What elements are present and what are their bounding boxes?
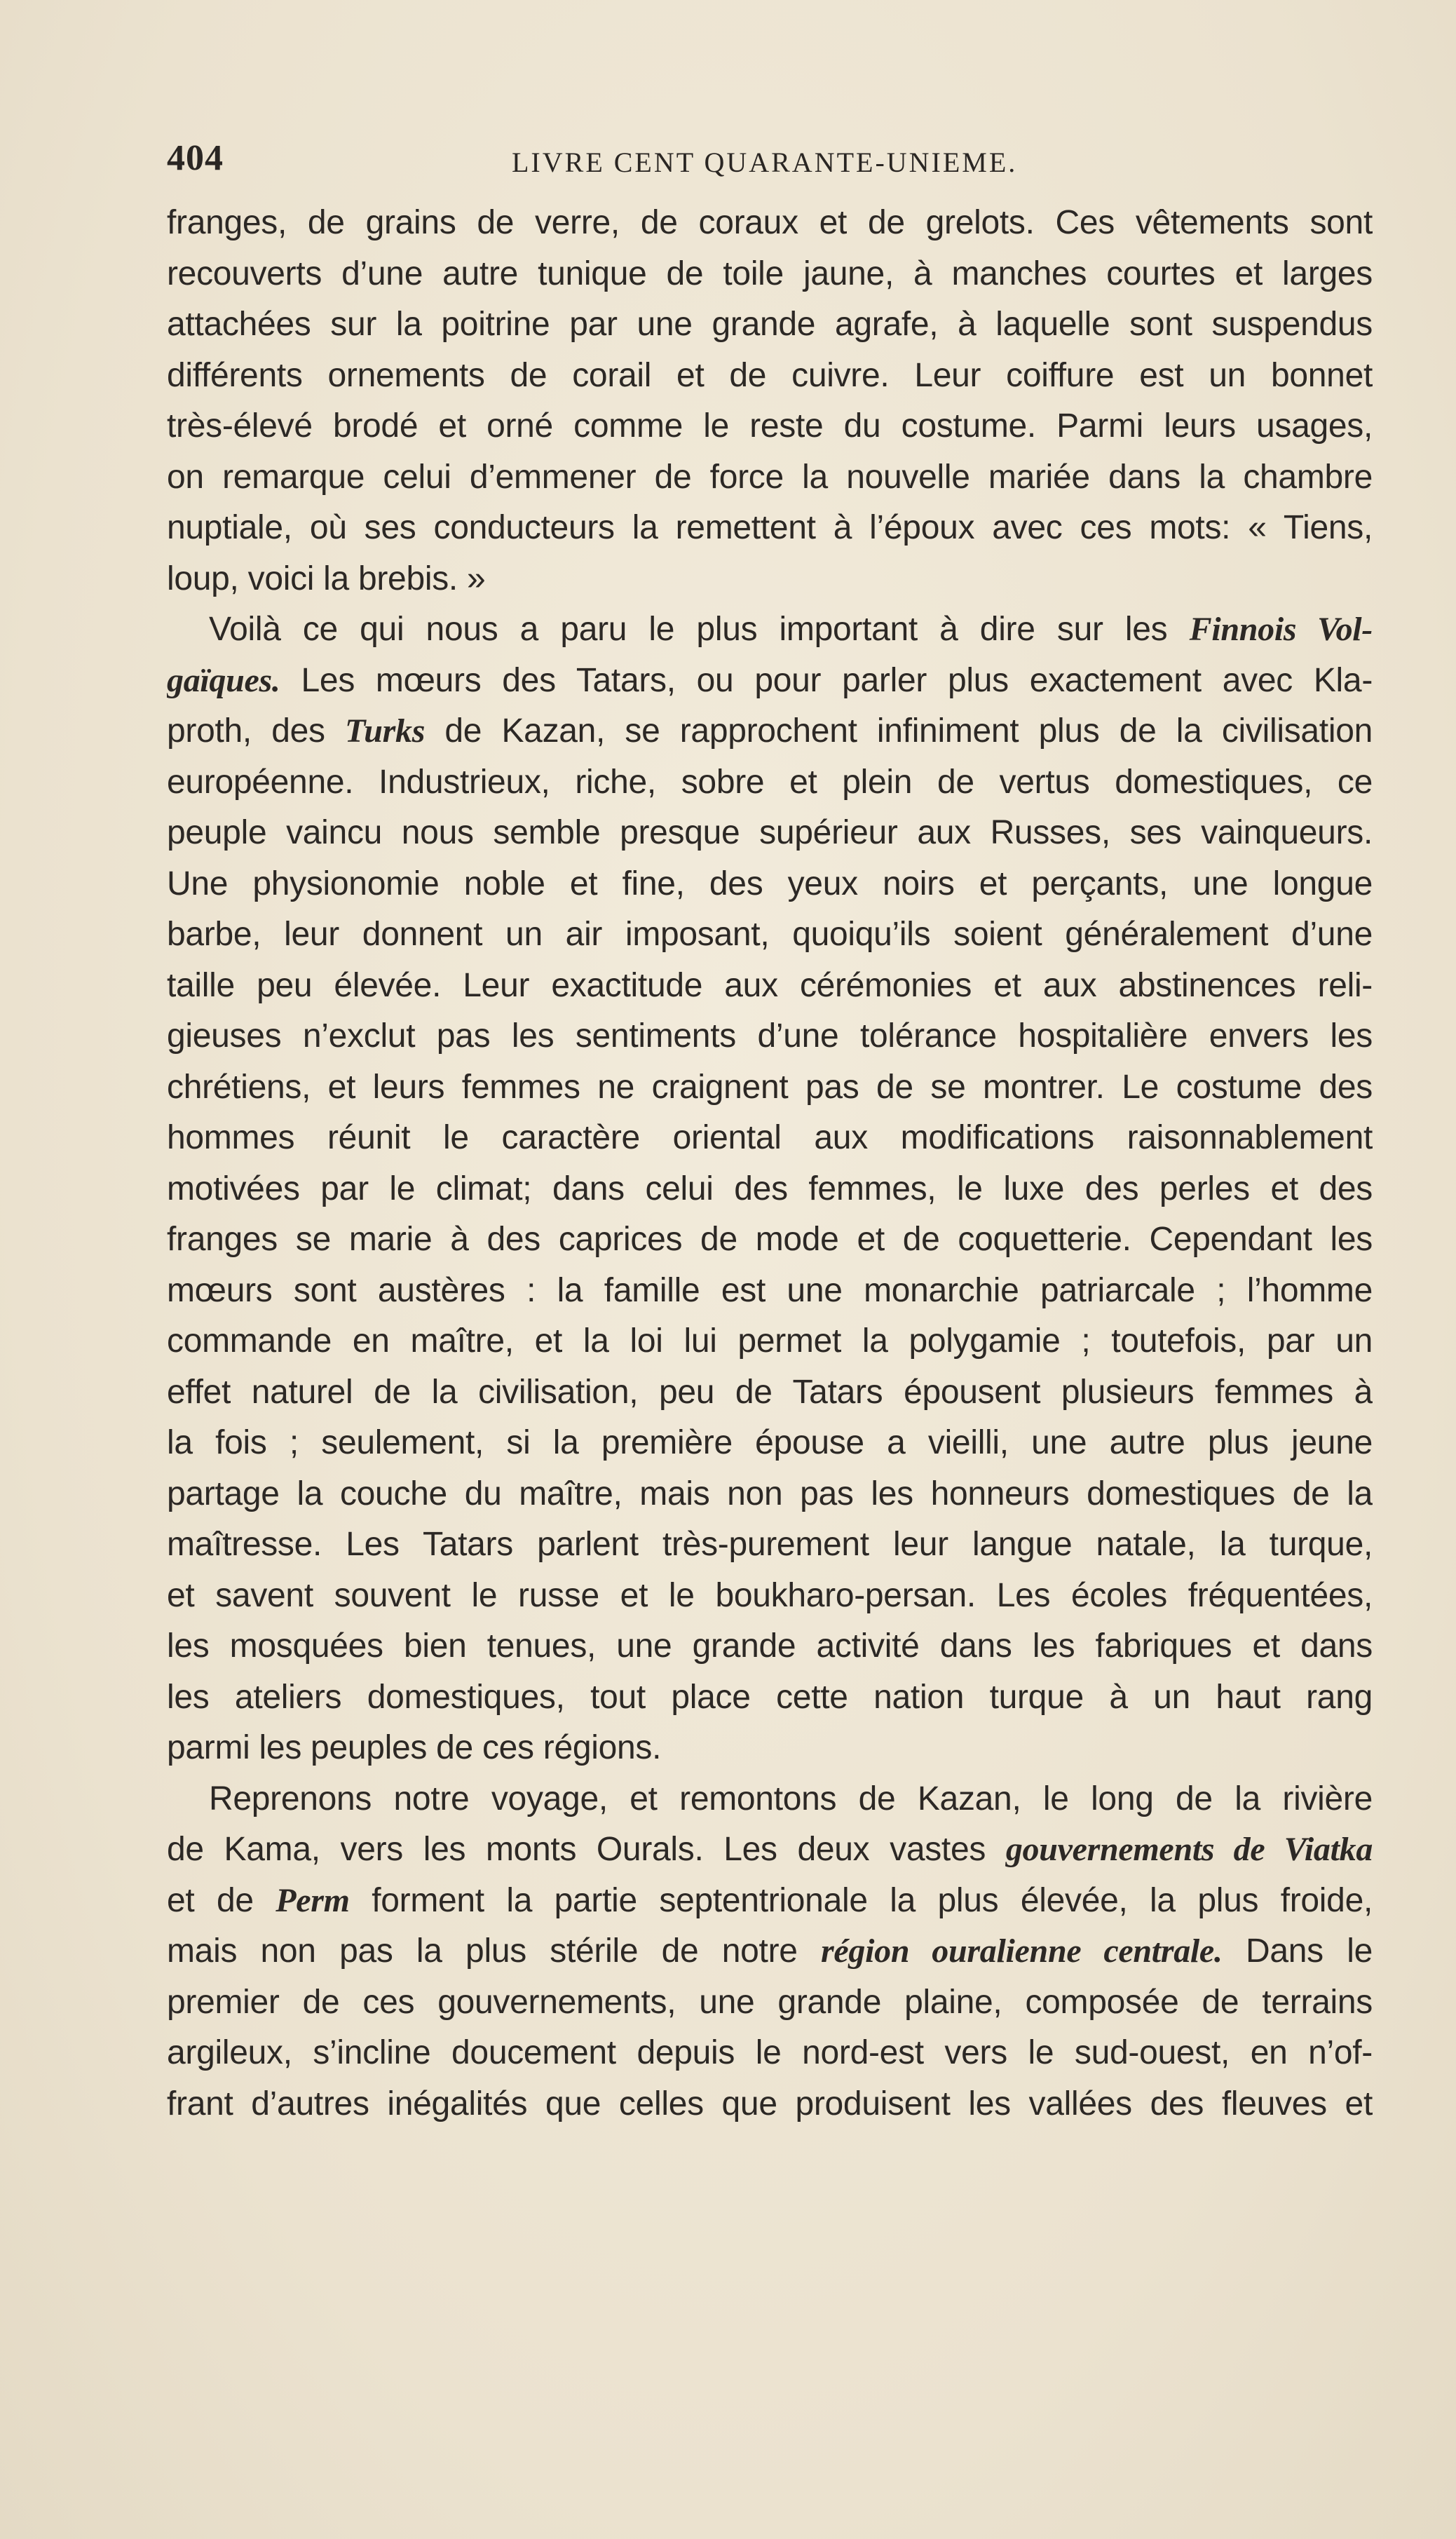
text-line: les mosquées bien tenues, une grande activité dans les fabriques et dans <box>167 1627 1373 1665</box>
running-header <box>167 137 1373 187</box>
text-line: nuptiale, où ses conducteurs la remettent à l’époux avec ces mots: « Tiens, <box>167 509 1373 546</box>
text-line: très-élevé brodé et orné comme le reste du costume. Parmi leurs usages, <box>167 407 1373 445</box>
text-line: gieuses n’exclut pas les sentiments d’une tolérance hospitalière envers les <box>167 1017 1373 1055</box>
text-line: argileux, s’incline doucement depuis le nord-est vers le sud-ouest, en n’of- <box>167 2034 1373 2071</box>
text-line: motivées par le climat; dans celui des femmes, le luxe des perles et des <box>167 1170 1373 1207</box>
text-line: parmi les peuples de ces régions. <box>167 1729 662 1766</box>
text-line: les ateliers domestiques, tout place cette nation turque à un haut rang <box>167 1678 1373 1716</box>
text-line: chrétiens, et leurs femmes ne craignent pas de se montrer. Le costume des <box>167 1068 1373 1106</box>
text-line: franges, de grains de verre, de coraux et de grelots. Ces vêtements sont <box>167 204 1373 241</box>
text-line: européenne. Industrieux, riche, sobre et plein de vertus domestiques, ce <box>167 763 1373 801</box>
text-line: franges se marie à des caprices de mode et de coquetterie. Cependant les <box>167 1221 1373 1258</box>
text-line: premier de ces gouvernements, une grande plaine, composée de terrains <box>167 1983 1373 2021</box>
text-line: mœurs sont austères : la famille est une monarchie patriarcale ; l’homme <box>167 1271 1373 1309</box>
text-line: différents ornements de corail et de cuivre. Leur coiffure est un bonnet <box>167 356 1373 394</box>
italic-term: Perm <box>275 1881 350 1919</box>
text-line: Voilà ce qui nous a paru le plus important à dire sur les Finnois Vol- <box>209 611 1373 648</box>
text-line: maîtresse. Les Tatars parlent très-purement leur langue natale, la turque, <box>167 1526 1373 1563</box>
text-line: Une physionomie noble et fine, des yeux noirs et perçants, une longue <box>167 865 1373 902</box>
text-line: recouverts d’une autre tunique de toile jaune, à manches courtes et larges <box>167 255 1373 292</box>
text-line: commande en maître, et la loi lui permet la polygamie ; toutefois, par un <box>167 1322 1373 1360</box>
text-line: la fois ; seulement, si la première épouse a vieilli, une autre plus jeune <box>167 1424 1373 1461</box>
running-title: LIVRE CENT QUARANTE-UNIEME. <box>512 147 1018 178</box>
page-number: 404 <box>167 138 224 178</box>
text-line: attachées sur la poitrine par une grande agrafe, à laquelle sont suspendus <box>167 306 1373 343</box>
text-line: et savent souvent le russe et le boukharo-persan. Les écoles fréquentées, <box>167 1576 1373 1614</box>
italic-term: gouvernements de Viatka <box>1005 1831 1373 1868</box>
italic-term: Turks <box>345 712 426 750</box>
text-line: loup, voici la brebis. » <box>167 560 486 597</box>
text-line: hommes réunit le caractère oriental aux modifications raisonnablement <box>167 1119 1373 1156</box>
text-line: de Kama, vers les monts Ourals. Les deux vastes gouvernements de Viatka <box>167 1831 1373 1868</box>
text-line: mais non pas la plus stérile de notre région ouralienne centrale. Dans le <box>167 1932 1373 1970</box>
text-line: partage la couche du maître, mais non pas les honneurs domestiques de la <box>167 1475 1373 1512</box>
body-text <box>167 198 1373 2130</box>
text-line: peuple vaincu nous semble presque supérieur aux Russes, ses vainqueurs. <box>167 814 1373 851</box>
italic-term: région ouralienne centrale. <box>821 1932 1223 1970</box>
text-line: gaïques. Les mœurs des Tatars, ou pour parler plus exactement avec Kla- <box>167 661 1373 699</box>
text-line: et de Perm forment la partie septentrionale la plus élevée, la plus froide, <box>167 1881 1373 1919</box>
text-line: frant d’autres inégalités que celles que produisent les vallées des fleuves et <box>167 2085 1373 2122</box>
text-line: taille peu élevée. Leur exactitude aux cérémonies et aux abstinences reli- <box>167 966 1373 1004</box>
italic-term: gaïques. <box>167 661 280 699</box>
text-line: on remarque celui d’emmener de force la nouvelle mariée dans la chambre <box>167 458 1373 496</box>
text-line: effet naturel de la civilisation, peu de Tatars épousent plusieurs femmes à <box>167 1373 1373 1411</box>
text-line: Reprenons notre voyage, et remontons de Kazan, le long de la rivière <box>209 1780 1373 1817</box>
italic-term: Finnois Vol- <box>1189 611 1373 648</box>
text-line: proth, des Turks de Kazan, se rapprochent infiniment plus de la civilisation <box>167 712 1373 750</box>
text-line: barbe, leur donnent un air imposant, quoiqu’ils soient généralement d’une <box>167 916 1373 953</box>
